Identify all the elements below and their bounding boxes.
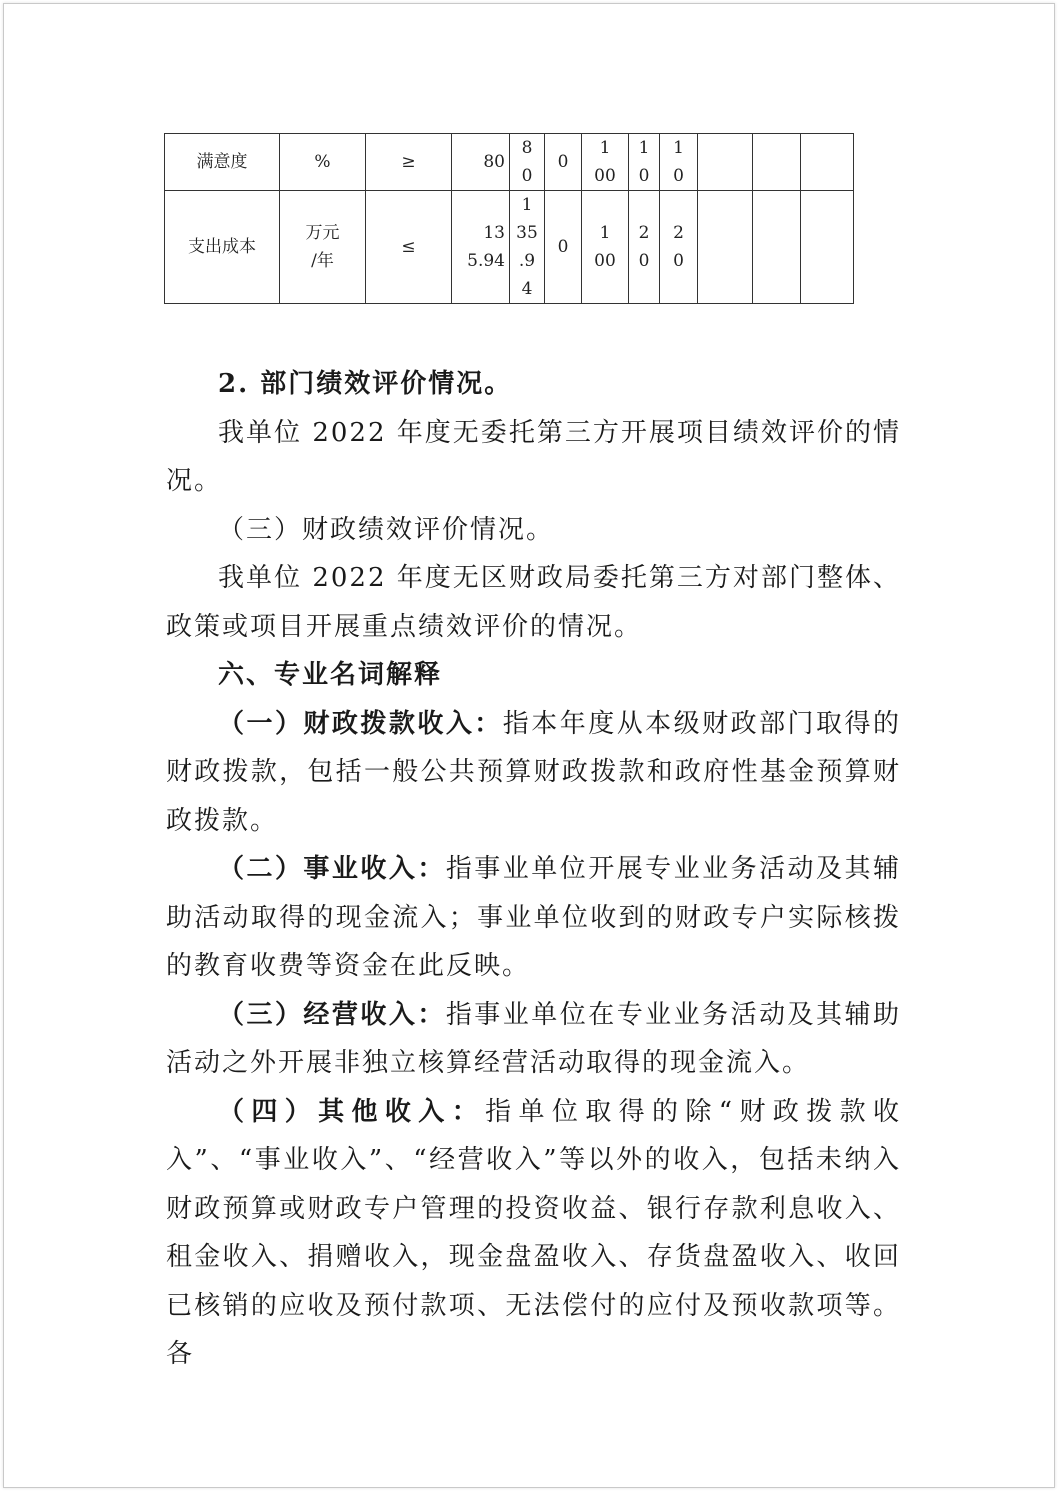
empty-cell (753, 134, 801, 191)
term-label: （三）经营收入： (218, 999, 446, 1030)
operator-cell: ≤ (366, 191, 452, 304)
section-heading: （三）财政绩效评价情况。 (218, 514, 555, 545)
term-label: （一）财政拨款收入： (218, 708, 503, 739)
indicator-name-cell: 支出成本 (165, 191, 280, 304)
table-row (165, 134, 854, 191)
unit-cell: % (280, 134, 366, 191)
term-text: 指事业单位开展专业业务活动及其辅助活动取得的现金流入；事业单位收到的财政专户实际核拨的教育收费等资金在此反映。 (166, 854, 901, 981)
empty-cell (801, 191, 854, 304)
empty-cell (753, 191, 801, 304)
term-label: （四）其他收入： (218, 1096, 486, 1127)
completion-rate-cell: 1 00 (582, 134, 629, 191)
actual-value-cell: 1 35 .9 4 (510, 191, 545, 304)
table-row (165, 191, 854, 304)
weight-cell: 2 0 (629, 191, 660, 304)
section-heading: 2. 部门绩效评价情况。 (218, 369, 513, 399)
paragraph: 我单位 2022 年度无区财政局委托第三方对部门整体、政策或项目开展重点绩效评价的情况。 (166, 563, 901, 642)
section-heading: 六、专业名词解释 (218, 660, 443, 690)
empty-cell (698, 191, 753, 304)
empty-cell (801, 134, 854, 191)
operator-cell: ≥ (366, 134, 452, 191)
empty-cell (698, 134, 753, 191)
indicator-name-cell: 满意度 (165, 134, 280, 191)
score-cell: 2 0 (660, 191, 698, 304)
actual-value-cell: 8 0 (510, 134, 545, 191)
paragraph: 我单位 2022 年度无委托第三方开展项目绩效评价的情况。 (166, 417, 901, 496)
completion-rate-cell: 1 00 (582, 191, 629, 304)
score-cell: 1 0 (660, 134, 698, 191)
document-body (166, 360, 901, 1379)
performance-table (164, 133, 854, 304)
zero-cell: 0 (545, 134, 582, 191)
term-definition (166, 991, 901, 1088)
target-value-cell: 13 5.94 (452, 191, 510, 304)
term-text: 指事业单位在专业业务活动及其辅助活动之外开展非独立核算经营活动取得的现金流入。 (166, 999, 901, 1078)
unit-cell: 万元 /年 (280, 191, 366, 304)
term-definition (166, 700, 901, 846)
term-text: 指本年度从本级财政部门取得的财政拨款，包括一般公共预算财政拨款和政府性基金预算财政拨款。 (166, 708, 901, 836)
zero-cell: 0 (545, 191, 582, 304)
term-text: 指单位取得的除“财政拨款收入”、“事业收入”、“经营收入”等以外的收入，包括未纳入财政预算或财政专户管理的投资收益、银行存款利息收入、租金收入、捐赠收入，现金盘盈收入、存货盘盈收入、收回已核销的应收及预付款项、无法偿付的应付及预收款项等。各 (166, 1096, 901, 1369)
target-value-cell: 80 (452, 134, 510, 191)
weight-cell: 1 0 (629, 134, 660, 191)
term-definition (166, 1088, 901, 1379)
term-label: （二）事业收入： (218, 854, 446, 884)
term-definition (166, 845, 901, 991)
